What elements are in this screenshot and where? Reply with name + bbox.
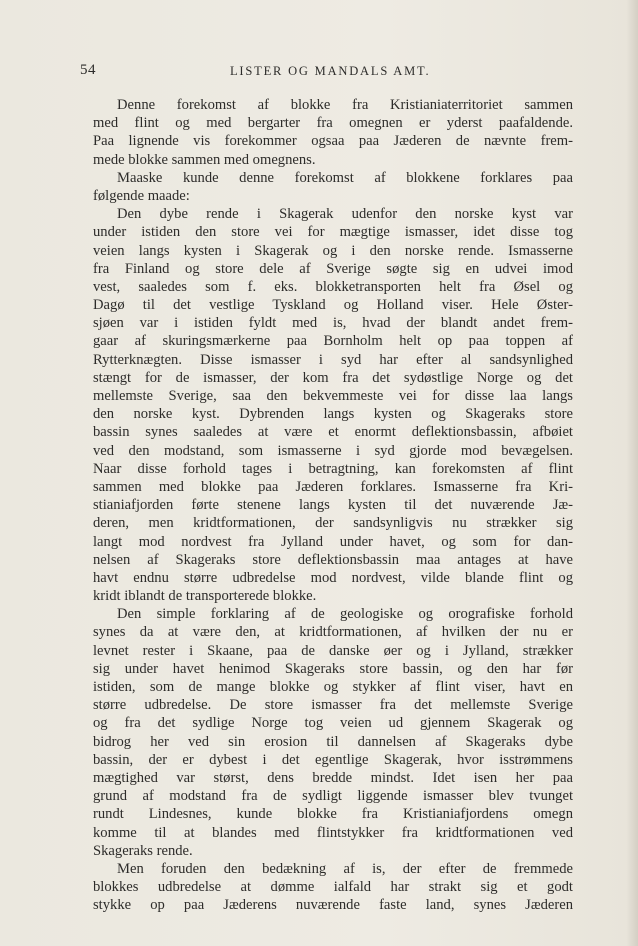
text-line: veien langs kysten i Skagerak og i den norske rende. Ismasserne xyxy=(93,242,573,259)
text-line: synes da at være den, at kridtformationen, af hvilken der nu er xyxy=(93,624,573,641)
text-line: Maaske kunde denne forekomst af blokkene forklares paa xyxy=(117,169,573,186)
text-line: Naar disse forhold tages i betragtning, kan forekomsten af flint xyxy=(93,460,573,477)
running-title: LISTER OG MANDALS AMT. xyxy=(230,64,431,78)
page-edge-shadow xyxy=(626,0,638,946)
text-line: sig under havet henimod Skageraks store bassin, og den har før xyxy=(93,660,573,677)
text-line: komme til at blandes med flintstykker fra kridtformationen ved xyxy=(93,824,573,841)
text-line: Paa lignende vis forekommer ogsaa paa Jæderen de nævnte frem- xyxy=(93,133,573,150)
text-line: mellemste Sverige, saa den bekvemmeste vei for disse laa langs xyxy=(93,388,573,404)
text-line: og fra det sydlige Norge tog veien ud gjennem Skagerak og xyxy=(93,715,573,732)
text-line: Dagø til det vestlige Tyskland og Holland viser. Hele Øster- xyxy=(93,297,573,314)
text-line: bidrog her ved sin erosion til dannelsen af Skageraks dybe xyxy=(93,733,573,750)
text-line: fra Finland og store dele af Sverige søgte sig en udvei imod xyxy=(93,260,573,277)
text-line: grund af modstand fra de sydligt liggende ismasser blev tvunget xyxy=(93,788,573,805)
text-line: mægtighed var størst, dens bredde mindst. Idet isen her paa xyxy=(93,769,573,786)
text-line: langt mod nordvest fra Jylland under havet, og som for dan- xyxy=(93,533,573,550)
text-line: Denne forekomst af blokke fra Kristianiaterritoriet sammen xyxy=(117,97,573,113)
text-line: mede blokke sammen med omegnens. xyxy=(93,151,316,168)
text-line: ved den modstand, som ismasserne i syd gjorde mod bevægelsen. xyxy=(93,442,573,459)
text-line: stængt for de ismasser, der kom fra det sydøstlige Norge og det xyxy=(93,369,573,386)
text-line: havt endnu større udbredelse mod nordvest, vilde blande flint og xyxy=(93,569,573,586)
text-line: rundt Lindesnes, kunde blokke fra Kristianiafjordens omegn xyxy=(93,806,573,823)
body-text xyxy=(93,96,573,914)
text-line: kridt iblandt de transporterede blokke. xyxy=(93,588,317,605)
text-line: under istiden den store vei for mægtige ismasser, idet disse tog xyxy=(93,224,573,241)
text-line: med flint og med bergarter fra omegnen er yderst paafaldende. xyxy=(93,115,573,132)
text-line: Men foruden den bedækning af is, der efter de fremmede xyxy=(117,860,573,877)
text-line: Den dybe rende i Skagerak udenfor den norske kyst var xyxy=(117,206,573,223)
text-line: Skageraks rende. xyxy=(93,842,193,859)
page-number: 54 xyxy=(80,62,96,78)
text-line: den norske kyst. Dybrenden langs kysten og Skageraks store xyxy=(93,406,573,423)
text-line: stykke op paa Jæderens nuværende faste land, synes Jæderen xyxy=(93,897,573,914)
text-line: gaar af skuringsmærkerne paa Bornholm helt op paa toppen af xyxy=(93,333,573,350)
page-header xyxy=(80,62,580,84)
text-line: bassin, der er dybest i det egentlige Skagerak, hvor isstrømmens xyxy=(93,751,573,768)
text-line: vest, saaledes som f. eks. blokketransporten helt fra Øsel og xyxy=(93,278,573,295)
text-line: levnet rester i Skaane, paa de danske øer og i Jylland, strækker xyxy=(93,642,573,659)
text-line: større udbredelse. De store ismasser fra det mellemste Sverige xyxy=(93,697,573,714)
text-line: bassin synes saaledes at være et enormt deflektionsbassin, afbøiet xyxy=(93,424,573,441)
text-line: sammen med blokke paa Jæderen forklares. Ismasserne fra Kri- xyxy=(93,478,573,495)
text-line: Den simple forklaring af de geologiske og orografiske forhold xyxy=(117,606,573,623)
text-line: følgende maade: xyxy=(93,187,190,204)
text-line: Rytterknægten. Disse ismasser i syd har efter al sandsynlighed xyxy=(93,351,573,368)
text-line: blokkes udbredelse at dømme ialfald har strakt sig et godt xyxy=(93,879,573,896)
text-line: nelsen af Skageraks store deflektionsbassin maa antages at have xyxy=(93,551,573,568)
text-line: istiden, som de mange blokke og stykker af flint viser, havt en xyxy=(93,679,573,695)
text-line: stianiafjorden førte stenene langs kysten til det nuværende Jæ- xyxy=(93,497,573,514)
text-line: deren, men kridtformationen, der sandsynligvis nu strækker sig xyxy=(93,515,573,532)
text-line: sjøen var i istiden fyldt med is, hvad der blandt andet frem- xyxy=(93,315,573,332)
